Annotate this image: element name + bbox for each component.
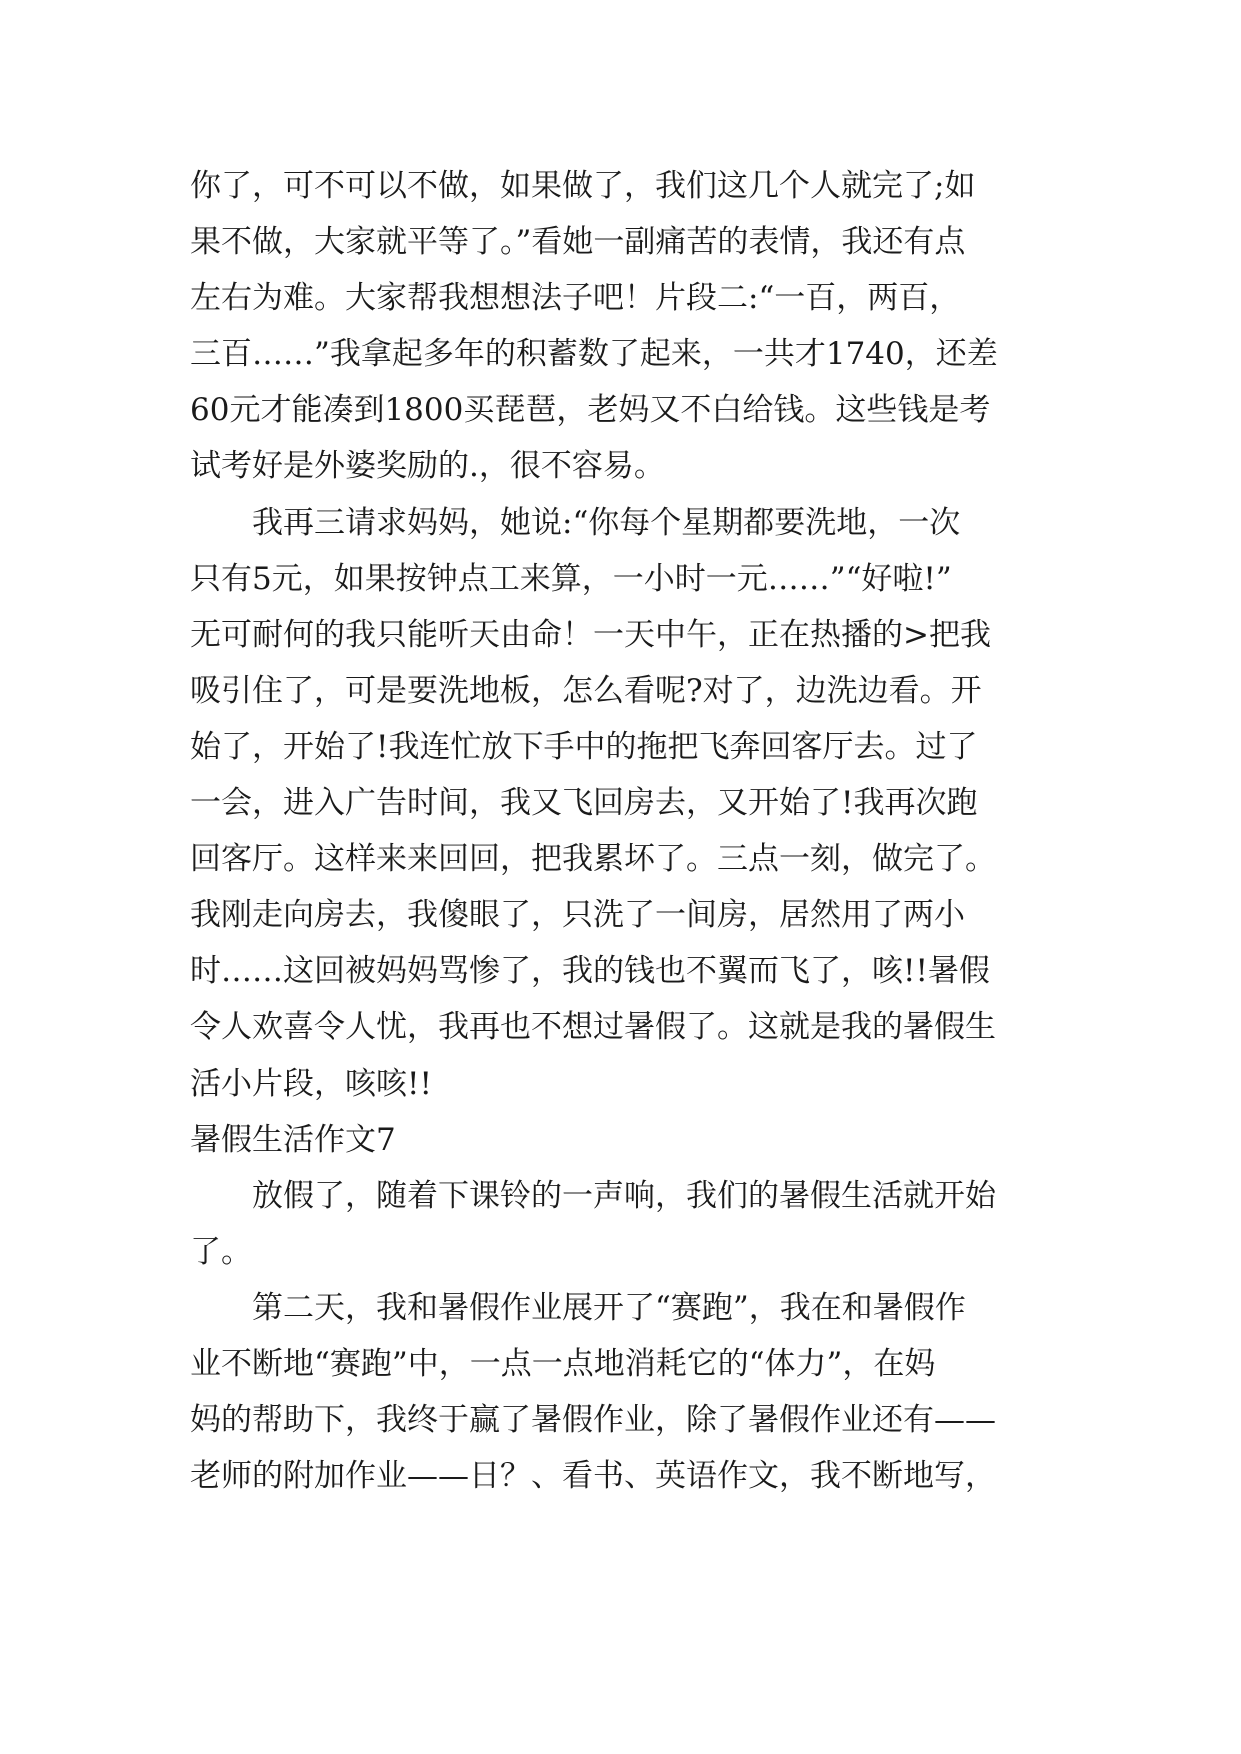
text-line: 一会，进入广告时间，我又飞回房去，又开始了!我再次跑 xyxy=(190,785,978,822)
text-line: 60元才能凑到1800买琵琶，老妈又不白给钱。这些钱是考 xyxy=(190,392,991,429)
text-line: 活小片段，咳咳!! xyxy=(190,1065,432,1102)
text-line: 老师的附加作业——日？、看书、英语作文，我不断地写， xyxy=(190,1458,996,1495)
text-line: 无可耐何的我只能听天由命！一天中午，正在热播的>把我 xyxy=(190,616,991,653)
text-line: 左右为难。大家帮我想想法子吧！片段二:“一百，两百， xyxy=(190,280,961,317)
text-line: 业不断地“赛跑”中，一点一点地消耗它的“体力”，在妈 xyxy=(190,1345,936,1382)
section-heading: 暑假生活作文7 xyxy=(190,1121,396,1158)
text-line: 令人欢喜令人忧，我再也不想过暑假了。这就是我的暑假生 xyxy=(190,1009,996,1046)
text-line: 始了，开始了!我连忙放下手中的拖把飞奔回客厅去。过了 xyxy=(190,728,978,765)
text-line: 我再三请求妈妈，她说:“你每个星期都要洗地，一次 xyxy=(190,504,961,541)
text-line: 放假了，随着下课铃的一声响，我们的暑假生活就开始 xyxy=(190,1177,996,1214)
text-line: 只有5元，如果按钟点工来算，一小时一元……”“好啦!” xyxy=(190,560,952,597)
essay-text xyxy=(190,158,1070,1504)
text-line: 第二天，我和暑假作业展开了“赛跑”，我在和暑假作 xyxy=(190,1289,966,1326)
text-line: 回客厅。这样来来回回，把我累坏了。三点一刻，做完了。 xyxy=(190,841,996,878)
text-line: 妈的帮助下，我终于赢了暑假作业，除了暑假作业还有—— xyxy=(190,1402,996,1439)
text-line: 果不做，大家就平等了。”看她一副痛苦的表情，我还有点 xyxy=(190,224,966,261)
text-line: 试考好是外婆奖励的.，很不容易。 xyxy=(190,448,665,485)
text-line: 了。 xyxy=(190,1233,252,1270)
text-line: 你了，可不可以不做，如果做了，我们这几个人就完了;如 xyxy=(190,168,976,204)
text-line: 三百……”我拿起多年的积蓄数了起来，一共才1740，还差 xyxy=(190,336,998,373)
text-line: 我刚走向房去，我傻眼了，只洗了一间房，居然用了两小 xyxy=(190,897,965,934)
text-line: 吸引住了，可是要洗地板，怎么看呢?对了，边洗边看。开 xyxy=(190,672,982,709)
text-line: 时……这回被妈妈骂惨了，我的钱也不翼而飞了，咳!!暑假 xyxy=(190,953,990,990)
